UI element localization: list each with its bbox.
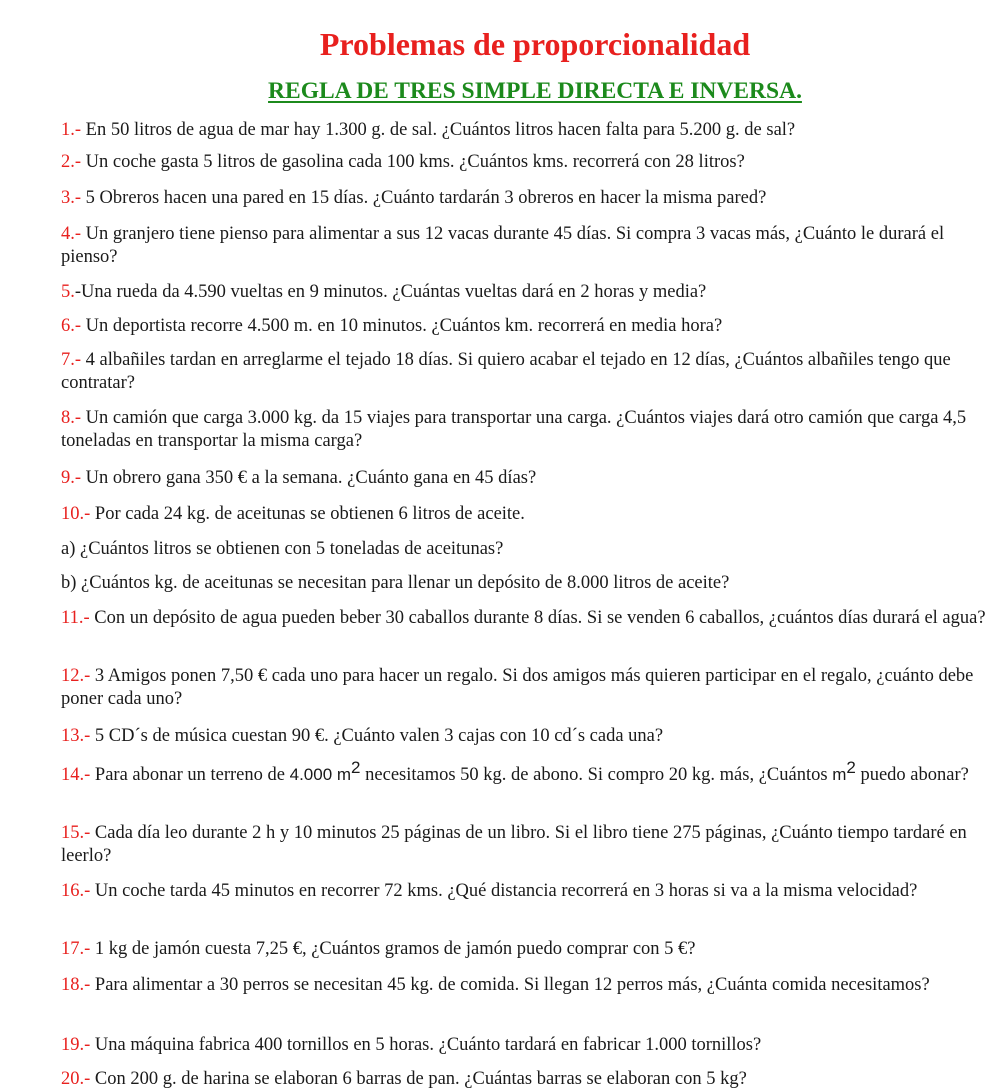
problem-number: 6 [61, 316, 71, 336]
problem-15: 15.- Cada día leo durante 2 h y 10 minutos 25 páginas de un libro. Si el libro tiene 275 páginas, ¿Cuánto tiempo tardaré en leerlo? [61, 823, 967, 866]
problem-number: 8 [61, 408, 71, 428]
page-subtitle: REGLA DE TRES SIMPLE DIRECTA E INVERSA. [268, 78, 802, 104]
problem-5: 5.-Una rueda da 4.590 vueltas en 9 minutos. ¿Cuántas vueltas dará en 2 horas y media? [61, 282, 707, 302]
area-unit: m [832, 765, 847, 784]
problem-text: Un coche tarda 45 minutos en recorrer 72 kms. ¿Qué distancia recorrerá en 3 horas si va a la misma velocidad? [90, 881, 918, 901]
problem-13: 13.- 5 CD´s de música cuestan 90 €. ¿Cuánto valen 3 cajas con 10 cd´s cada una? [61, 726, 664, 746]
problem-20 [61, 1068, 997, 1091]
problem-18: 18.- Para alimentar a 30 perros se necesitan 45 kg. de comida. Si llegan 12 perros más, ¿Cuánta comida necesitamos? [61, 975, 930, 995]
problem-3: 3.- 5 Obreros hacen una pared en 15 días. ¿Cuánto tardarán 3 obreros en hacer la misma pared? [61, 188, 767, 208]
area-value: 4.000 m [289, 765, 352, 784]
problem-4: 4.- Un granjero tiene pienso para alimentar a sus 12 vacas durante 45 días. Si compra 3 vacas más, ¿Cuánto le durará el pienso? [61, 224, 945, 267]
problem-16: 16.- Un coche tarda 45 minutos en recorrer 72 kms. ¿Qué distancia recorrerá en 3 horas si va a la misma velocidad? [61, 881, 918, 901]
problem-text: 3 Amigos ponen 7,50 € cada uno para hacer un regalo. Si dos amigos más quieren participar en el regalo, ¿cuánto debe poner cada uno? [61, 666, 974, 709]
problem-8: 8.- Un camión que carga 3.000 kg. da 15 viajes para transportar una carga. ¿Cuántos viajes dará otro camión que carga 4,5 toneladas en transportar la misma carga? [61, 408, 967, 451]
problem-number: 12 [61, 666, 80, 686]
problem-text: Un deportista recorre 4.500 m. en 10 minutos. ¿Cuántos km. recorrerá en media hora? [81, 316, 723, 336]
problem-number: 13 [61, 726, 80, 746]
problem-text: Para alimentar a 30 perros se necesitan 45 kg. de comida. Si llegan 12 perros más, ¿Cuánta comida necesitamos? [90, 975, 930, 995]
problem-text: a) ¿Cuántos litros se obtienen con 5 toneladas de aceitunas? [61, 539, 504, 559]
problem-text: En 50 litros de agua de mar hay 1.300 g. de sal. ¿Cuántos litros hacen falta para 5.200 g. de sal? [81, 120, 796, 140]
problem-11: 11.- Con un depósito de agua pueden beber 30 caballos durante 8 días. Si se venden 6 caballos, ¿cuántos días durará el agua? [61, 608, 986, 628]
problem-text: Para abonar un terreno de [90, 765, 290, 785]
problem-9 [61, 467, 997, 490]
problem-text: 5 Obreros hacen una pared en 15 días. ¿Cuánto tardarán 3 obreros en hacer la misma pared? [81, 188, 767, 208]
problem-1: 1.- En 50 litros de agua de mar hay 1.300 g. de sal. ¿Cuántos litros hacen falta para 5.200 g. de sal? [61, 120, 796, 140]
problem-17: 17.- 1 kg de jamón cuesta 7,25 €, ¿Cuántos gramos de jamón puedo comprar con 5 €? [61, 939, 696, 959]
problem-number: 18 [61, 975, 80, 995]
problem-number: 17 [61, 939, 80, 959]
page-title: Problemas de proporcionalidad [319, 26, 751, 62]
problem-number: 19.- [61, 1035, 91, 1055]
problem-number: 4 [61, 224, 71, 244]
problem-text: Un granjero tiene pienso para alimentar a sus 12 vacas durante 45 días. Si compra 3 vacas más, ¿Cuánto le durará el pienso? [61, 224, 945, 267]
problem-text: 4 albañiles tardan en arreglarme el tejado 18 días. Si quiero acabar el tejado en 12 días, ¿Cuántos albañiles tengo que contratar? [61, 350, 951, 393]
problem-text: Un obrero gana 350 € a la semana. ¿Cuánto gana en 45 días? [81, 468, 537, 488]
problem-number: 2 [61, 152, 71, 172]
problem-number: 10 [61, 504, 80, 524]
problem-text: 5 CD´s de música cuestan 90 €. ¿Cuánto valen 3 cajas con 10 cd´s cada una? [90, 726, 664, 746]
problem-text: b) ¿Cuántos kg. de aceitunas se necesitan para llenar un depósito de 8.000 litros de aceite? [61, 573, 730, 593]
problem-number: 15 [61, 823, 80, 843]
problem-number: 11 [61, 608, 79, 628]
problem-number: 7 [61, 350, 71, 370]
squared-exponent: 2 [846, 757, 856, 777]
problem-10: 10.- Por cada 24 kg. de aceitunas se obtienen 6 litros de aceite. [61, 504, 525, 524]
problem-text: Con un depósito de agua pueden beber 30 caballos durante 8 días. Si se venden 6 caballos, ¿cuántos días durará el agua? [89, 608, 986, 628]
problem-text: -Una rueda da 4.590 vueltas en 9 minutos. ¿Cuántas vueltas dará en 2 horas y media? [74, 282, 707, 302]
problem-10b [61, 572, 997, 595]
problem-number: 5 [61, 282, 71, 302]
problem-text: Cada día leo durante 2 h y 10 minutos 25 páginas de un libro. Si el libro tiene 275 páginas, ¿Cuánto tiempo tardaré en leerlo? [61, 823, 967, 866]
problem-2: 2.- Un coche gasta 5 litros de gasolina cada 100 kms. ¿Cuántos kms. recorrerá con 28 litros? [61, 152, 745, 172]
problem-10a [61, 538, 997, 561]
problem-text: Un camión que carga 3.000 kg. da 15 viajes para transportar una carga. ¿Cuántos viajes dará otro camión que carga 4,5 toneladas en transportar la misma carga? [61, 408, 967, 451]
problem-number: 20.- [61, 1069, 91, 1089]
problem-12: 12.- 3 Amigos ponen 7,50 € cada uno para hacer un regalo. Si dos amigos más quieren participar en el regalo, ¿cuánto debe poner cada uno? [61, 666, 974, 709]
problem-text: Una máquina fabrica 400 tornillos en 5 horas. ¿Cuánto tardará en fabricar 1.000 tornillos? [90, 1035, 762, 1055]
problem-6: 6.- Un deportista recorre 4.500 m. en 10 minutos. ¿Cuántos km. recorrerá en media hora? [61, 316, 723, 336]
squared-exponent: 2 [351, 757, 361, 777]
problem-number: 1 [61, 120, 71, 140]
problem-text: Un coche gasta 5 litros de gasolina cada 100 kms. ¿Cuántos kms. recorrerá con 28 litros? [81, 152, 745, 172]
problem-number: 14 [61, 765, 80, 785]
problem-text: 1 kg de jamón cuesta 7,25 €, ¿Cuántos gramos de jamón puedo comprar con 5 €? [90, 939, 696, 959]
problem-number: 16 [61, 881, 80, 901]
problem-text: Por cada 24 kg. de aceitunas se obtienen 6 litros de aceite. [90, 504, 525, 524]
problem-text: Con 200 g. de harina se elaboran 6 barras de pan. ¿Cuántas barras se elaboran con 5 kg? [90, 1069, 747, 1089]
problem-number: 9.- [61, 468, 82, 488]
problem-7: 7.- 4 albañiles tardan en arreglarme el tejado 18 días. Si quiero acabar el tejado en 12 días, ¿Cuántos albañiles tengo que contratar? [61, 350, 951, 393]
problem-14: 14.- Para abonar un terreno de 4.000 m2 necesitamos 50 kg. de abono. Si compro 20 kg. más, ¿Cuántos m2 puedo abonar? [61, 757, 969, 785]
problem-number: 3 [61, 188, 71, 208]
problem-19 [61, 1034, 997, 1057]
